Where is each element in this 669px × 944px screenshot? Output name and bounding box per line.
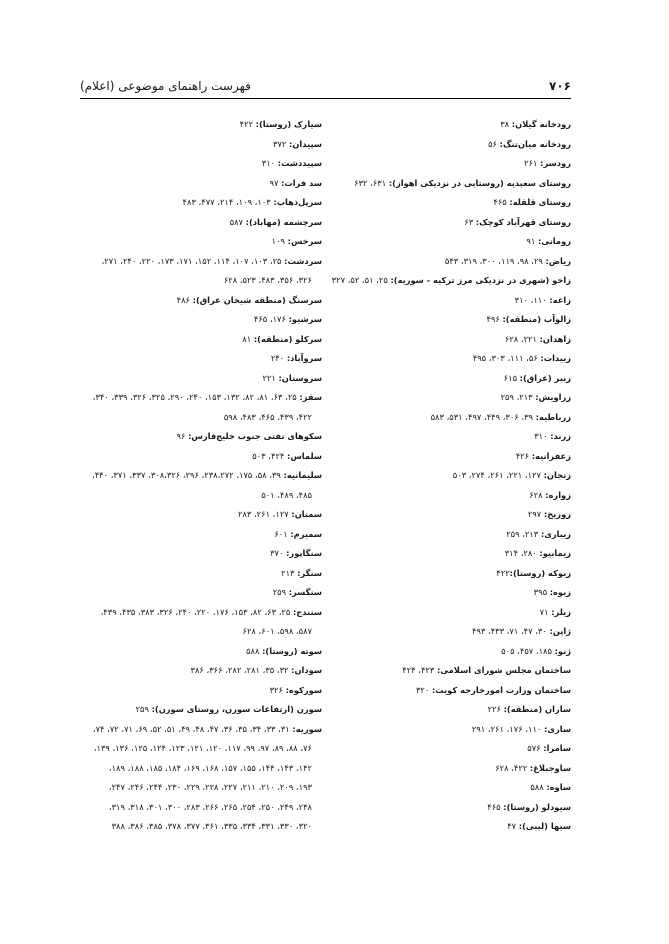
index-entry (77, 427, 322, 447)
index-headword: سرشیو: (288, 314, 322, 324)
index-page-refs: ۵۶ (488, 138, 500, 149)
index-entry (77, 115, 322, 135)
index-headword: سیها (لیبی): (518, 821, 571, 831)
index-page-refs: ۲۸۰، ۳۱۴ (504, 548, 540, 558)
index-page-refs: ۳۹۵ (533, 587, 550, 597)
index-headword: سودان: (291, 665, 322, 675)
index-headword: سلماس: (287, 450, 322, 461)
index-headword: ساران (منطقه): (503, 704, 571, 714)
index-page-refs: ۳۲، ۳۵، ۲۸۱، ۲۸۲، ۳۶۶، ۳۸۶ (190, 665, 292, 675)
index-page-refs: ۲۵۹ (135, 704, 152, 714)
index-headword: سلیمانیه: (283, 470, 322, 480)
index-page-refs: ۹۷ (269, 177, 282, 188)
index-headword: زوریخ: (543, 509, 571, 519)
index-entry (325, 505, 571, 525)
index-entry (325, 174, 571, 194)
index-page-refs: ۴۲۳، ۴۲۴ (402, 665, 437, 675)
index-headword: روستای قلقله: (509, 197, 571, 207)
index-page-refs: ۹۱ (526, 236, 538, 246)
index-entry (325, 408, 571, 428)
index-headword: سنگسر: (288, 587, 322, 597)
index-page-refs: ۳۱۰ (261, 158, 278, 168)
index-entry (325, 544, 571, 564)
index-entry (325, 778, 571, 798)
index-page-refs: ۴۹۶ (486, 314, 503, 324)
running-title: فهرست راهنمای موضوعی (اعلام) (80, 79, 251, 93)
index-entry (77, 642, 322, 662)
index-entry (77, 252, 322, 272)
index-headword: زنجان: (543, 470, 571, 480)
index-page-refs: ۲۴۰ (270, 353, 287, 363)
index-entry (77, 583, 322, 603)
index-headword: رودخانه گیلان: (511, 119, 571, 129)
index-entry (325, 681, 571, 701)
index-headword: سوته (روستا): (262, 645, 322, 656)
index-entry (325, 466, 571, 486)
index-entry (325, 310, 571, 330)
page-header (80, 78, 571, 99)
index-headword: سوریه: (292, 723, 322, 734)
page-number: ۷۰۶ (549, 79, 571, 93)
index-page-refs: ۲۲۱ (262, 372, 279, 383)
index-entry (77, 661, 322, 681)
index-page-refs: ۲۵، ۶۳، ۸۱، ۸۲، ۱۳۲، ۱۵۳، ۲۴۰، ۲۹۰، ۳۲۵، ۳۲۶، ۳۳۹، ۳۴۰، (92, 392, 300, 402)
index-page-refs: ۴۲۲ (496, 567, 510, 578)
index-headword: سکوهای نفتی جنوب خلیج‌فارس: (188, 431, 322, 441)
index-page-refs: ۱۰۹ (271, 236, 288, 246)
index-page-refs: ۲۵۹ (272, 587, 289, 597)
index-headword: روستای قهرآباد کوچک: (475, 216, 571, 227)
index-headword: سرسنگ (منطقه شیخان عراق): (192, 294, 322, 305)
index-headword: زاهدان: (539, 333, 571, 344)
index-headword: سیارک (روستا): (255, 119, 322, 129)
index-entry (325, 817, 571, 837)
index-entry (325, 486, 571, 506)
index-page-refs: ۳۲۶ (269, 684, 286, 695)
index-headword: سرکلو (منطقه): (253, 333, 322, 344)
index-page-refs: ۲۲۱، ۶۲۸ (504, 333, 540, 344)
index-entry (325, 447, 571, 467)
index-page-refs: ۴۶۵ (487, 801, 504, 812)
index-entry (77, 291, 322, 311)
index-entry (325, 583, 571, 603)
index-page-refs: ۲۶۱ (524, 158, 541, 168)
index-page-refs: ۶۱۵ (503, 372, 520, 383)
index-page-refs: ۱۱۰، ۳۱۰ (514, 294, 550, 305)
index-page-refs: ۲۵، ۶۳، ۸۲، ۱۵۳، ۱۷۶، ۲۲۰، ۲۴۰، ۳۲۶، ۳۸۳، ۴۳۵، ۴۳۹، (100, 606, 293, 617)
index-headword: زیلر: (551, 606, 571, 617)
index-headword: سرچشمه (مهاباد): (245, 216, 322, 227)
index-headword: زواره: (545, 489, 571, 500)
index-page-refs: ۳۷۲ (273, 138, 290, 149)
index-headword: زیوکه (روستا): (509, 567, 571, 578)
index-entry (77, 310, 322, 330)
index-entry (325, 330, 571, 350)
index-entry (77, 564, 322, 584)
index-entry (77, 466, 322, 486)
index-entry (77, 174, 322, 194)
index-headword: سورکوه: (285, 684, 322, 695)
index-headword: زالوآب (منطقه): (502, 314, 571, 324)
index-page-refs: ۱۱۰، ۱۷۶، ۲۶۱، ۲۹۱ (471, 723, 545, 734)
index-headword: زیمابیو: (539, 548, 571, 558)
index-entry (77, 135, 322, 155)
index-entry (325, 564, 571, 584)
index-entry (325, 291, 571, 311)
index-page-refs: ۱۲۷، ۲۲۱، ۲۶۱، ۲۷۴، ۵۰۳ (452, 470, 544, 480)
index-page-refs: ۴۷ (507, 821, 519, 831)
index-page-refs: ۶۳۱، ۶۳۲ (354, 177, 389, 188)
index-page-refs: ۴۲۲ (239, 119, 256, 129)
index-headword: زرند: (550, 431, 571, 441)
index-page-refs: ۳۹، ۵۸، ۱۷۵، ۲۳۸،۲۷۲، ۲۹۶، ۳۰۸،۳۲۶، ۳۳۷، ۳۷۱، ۴۴۰، (92, 470, 284, 480)
index-headword: زبیر (عراق): (519, 372, 571, 383)
index-headword: سردشت: (284, 255, 322, 266)
index-page-refs: ۲۵، ۱۰۳، ۱۰۷، ۱۱۴، ۱۵۲، ۱۷۱، ۱۷۳، ۲۲۰، ۲۴۰، ۲۷۱، (101, 255, 285, 266)
index-entry (325, 135, 571, 155)
index-headword: ساختمان مجلس شورای اسلامی: (436, 665, 571, 675)
index-page-refs: ۲۲۶ (487, 704, 504, 714)
index-page-refs: ۵۶، ۱۱۱، ۳۰۳، ۴۹۵ (472, 353, 541, 363)
index-headword: ژنو: (554, 645, 571, 656)
index-page-refs: ۸۱ (242, 333, 254, 344)
index-entry (77, 544, 322, 564)
index-page-refs: ۲۹، ۹۸، ۱۱۹، ۳۰۰، ۳۱۹، ۵۴۳ (444, 255, 546, 266)
index-entry (325, 427, 571, 447)
index-headword: زرباطیه: (535, 411, 571, 422)
index-page-refs: ۷۱ (539, 606, 552, 617)
index-entry (325, 739, 571, 759)
index-page-refs: ۳۲۰ (415, 684, 432, 695)
index-headword: ژاپن: (549, 626, 571, 636)
index-headword: سنندج: (292, 606, 322, 617)
index-column-left (77, 115, 322, 837)
index-headword: ساوجبلاغ: (529, 762, 571, 773)
index-entry (325, 252, 571, 272)
index-page-refs: ۵۸۸ (246, 645, 263, 656)
index-headword: زیوه: (549, 587, 571, 597)
index-page-refs: ۲۱۳ (281, 567, 298, 578)
index-entry (77, 330, 322, 350)
index-entry (77, 525, 322, 545)
index-entry (77, 681, 322, 701)
index-entry-continuation: ۲۴۸، ۲۴۹، ۲۵۰، ۲۵۴، ۲۶۵، ۲۶۶، ۲۸۳، ۳۰۰، ۳۰۱، ۳۱۸، ۳۱۹، (108, 801, 312, 812)
index-entry (77, 388, 322, 408)
index-headword: زاخو (شهری در نزدیکی مرز ترکیه - سوریه): (390, 275, 571, 285)
index-entry-continuation: ۴۲۲، ۴۳۹، ۴۶۵، ۴۸۳، ۵۹۸ (223, 411, 312, 422)
index-entry (77, 447, 322, 467)
index-entry (77, 720, 322, 740)
index-entry (77, 349, 322, 369)
index-headword: سنگر: (297, 567, 322, 578)
index-headword: سپیدان: (289, 138, 322, 149)
index-entry-continuation: ۴۸۵، ۴۸۹، ۵۰۱ (261, 489, 312, 500)
index-entry-continuation: ۱۴۲، ۱۴۳، ۱۴۴، ۱۵۵، ۱۵۷، ۱۶۸، ۱۶۹، ۱۸۴، ۱۸۵، ۱۸۸، ۱۸۹، (108, 762, 312, 773)
index-page-refs: ۴۶۵ (493, 197, 510, 207)
index-entry (77, 193, 322, 213)
index-page-refs: ۴۸۶ (176, 294, 193, 305)
index-page-refs: ۹۶ (176, 431, 189, 441)
index-entry (325, 388, 571, 408)
index-entry (77, 603, 322, 623)
index-entry (325, 213, 571, 233)
index-page-refs: ۳۱، ۳۳، ۳۴، ۳۵، ۳۶، ۴۷، ۴۸، ۴۹، ۵۱، ۵۲، ۶۹، ۷۱، ۷۲، ۷۴، (92, 723, 293, 734)
index-headword: ریاض: (545, 255, 571, 266)
index-entry-continuation: ۳۲۰، ۳۳۰، ۳۳۱، ۳۳۴، ۳۳۵، ۳۶۱، ۳۷۷، ۳۷۸، ۳۸۵، ۳۸۶، ۳۸۸ (111, 821, 312, 831)
index-headword: سیودلو (روستا): (503, 801, 571, 812)
index-entry (325, 232, 571, 252)
index-page-refs: ۶۰۱ (274, 528, 291, 539)
index-entry-continuation: ۵۸۷، ۵۹۸، ۶۰۱، ۶۲۸ (242, 626, 312, 636)
index-page-refs: ۱۲۷، ۲۶۱، ۲۸۳ (237, 509, 292, 519)
index-page-refs: ۳۱۰ (534, 431, 551, 441)
index-entry (77, 369, 322, 389)
index-headword: زیباری: (540, 528, 571, 539)
index-headword: سامرا: (543, 743, 571, 753)
index-entry-continuation: ۱۹۳، ۲۰۹، ۲۱۰، ۲۱۱، ۲۲۷، ۲۲۸، ۲۲۹، ۲۳۰، ۲۴۴، ۲۴۶، ۲۴۷، (108, 782, 312, 792)
index-page-refs: ۲۱۳، ۲۵۹ (500, 392, 536, 402)
index-headword: روستای سعیدیه (روستایی در نزدیکی اهواز): (388, 177, 571, 188)
index-headword: سرخس: (287, 236, 322, 246)
index-headword: رودخانه میان‌تنگ: (499, 138, 571, 149)
index-entry (325, 115, 571, 135)
index-entry (325, 271, 571, 291)
index-headword: سرپل‌ذهاب: (273, 197, 322, 207)
index-headword: سروستان: (278, 372, 322, 383)
index-entry (325, 525, 571, 545)
index-entry (325, 700, 571, 720)
index-page-refs: ۴۲۲، ۶۲۸ (495, 762, 530, 773)
index-headword: سد فرات: (281, 177, 322, 188)
index-entry (77, 700, 322, 720)
index-page-refs: ۲۱۳، ۲۵۹ (506, 528, 541, 539)
index-headword: ساری: (544, 723, 571, 734)
index-page-refs: ۵۸۸ (530, 782, 547, 792)
index-headword: زبیدات: (540, 353, 571, 363)
index-entry (325, 720, 571, 740)
index-entry (325, 642, 571, 662)
index-entry (325, 154, 571, 174)
index-page-refs: ۶۳ (464, 216, 476, 227)
index-page-refs: ۲۹۷ (527, 509, 544, 519)
index-page-refs: ۴۲۴، ۵۰۳ (252, 450, 287, 461)
index-column-right (325, 115, 571, 837)
index-headword: زراویش: (535, 392, 571, 402)
index-page-refs: ۴۲۶ (515, 450, 532, 461)
index-headword: سپیددشت: (277, 158, 322, 168)
index-entry (325, 661, 571, 681)
index-entry-continuation: ۳۲۶، ۳۵۶، ۴۸۳، ۵۲۳، ۶۲۸ (223, 275, 312, 285)
index-entry-continuation: ۷۶، ۸۸، ۸۹، ۹۷، ۹۹، ۱۱۷، ۱۲۰، ۱۲۱، ۱۲۳، ۱۲۴، ۱۲۵، ۱۳۶، ۱۳۹، (93, 743, 312, 753)
index-entry (325, 349, 571, 369)
index-headword: ساختمان وزارت امورخارجه کویت: (431, 684, 571, 695)
index-headword: سمنان: (291, 509, 322, 519)
index-page-refs: ۱۷۶، ۴۶۵ (253, 314, 289, 324)
index-headword: زاغه: (549, 294, 571, 305)
index-headword: رومانی: (537, 236, 571, 246)
index-page-refs: ۵۷۶ (527, 743, 544, 753)
index-entry (77, 505, 322, 525)
index-page-refs: ۱۸۵، ۴۵۷، ۵۰۵ (501, 645, 555, 656)
index-entry (325, 622, 571, 642)
index-page-refs: ۳۸ (500, 119, 512, 129)
index-page-refs: ۶۲۸ (529, 489, 546, 500)
index-headword: سورن (ارتفاعات سورن، روستای سورن): (151, 704, 322, 714)
index-headword: سقز: (299, 392, 322, 402)
index-entry (77, 154, 322, 174)
index-entry (325, 369, 571, 389)
index-page-refs: ۳۷۰ (270, 548, 287, 558)
index-page-refs: ۱۰۳، ۱۰۹، ۲۱۴، ۴۷۷، ۴۸۳ (182, 197, 274, 207)
index-entry (325, 193, 571, 213)
index-entry (325, 603, 571, 623)
index-page-refs: ۳۹، ۳۰۶، ۴۴۹، ۴۹۷، ۵۳۱، ۵۸۳ (430, 411, 536, 422)
index-headword: سمیرم: (290, 528, 322, 539)
index-headword: سنگاپور: (286, 548, 322, 558)
index-page-refs: ۵۸۷ (229, 216, 246, 227)
index-headword: سروآباد: (286, 353, 322, 363)
index-entry (325, 798, 571, 818)
index-headword: ساوه: (546, 782, 571, 792)
index-entry (77, 213, 322, 233)
index-headword: زعفرانیه: (531, 450, 571, 461)
index-entry (77, 232, 322, 252)
index-headword: رودسر: (540, 158, 571, 168)
index-page-refs: ۲۵، ۵۱، ۵۲، ۳۲۷ (331, 275, 391, 285)
index-entry (325, 759, 571, 779)
index-page-refs: ۳۰، ۴۷، ۷۱، ۴۳۳، ۴۹۳ (472, 626, 550, 636)
